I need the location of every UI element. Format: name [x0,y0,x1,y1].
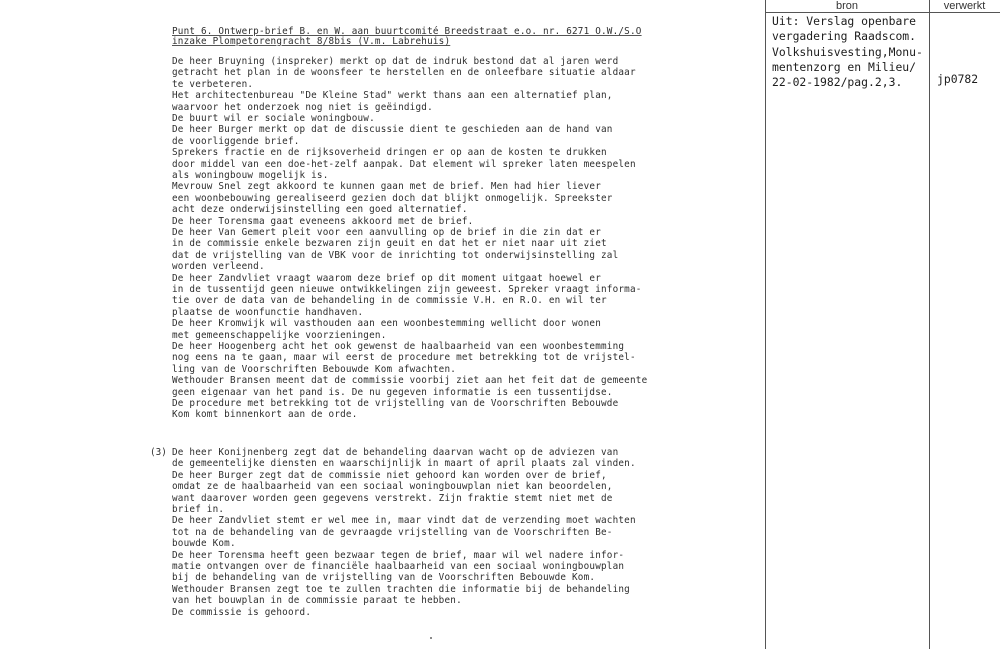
source-line: 22-02-1982/pag.2,3. [772,75,903,90]
document-line: De heer Torensma gaat eveneens akkoord met de brief. [172,215,474,227]
document-line: waarvoor het onderzoek nog niet is geëindigd. [172,101,433,113]
section-marker: (3) [150,447,167,458]
document-line: inzake Plompetorengracht 8/8bis (V.m. Labrehuis) [172,36,451,47]
source-reference [772,14,932,90]
document-line: omdat ze de haalbaarheid van een sociaal woningbouwplan niet kan beoordelen, [172,481,613,493]
document-line: matie ontvangen over de financiële haalbaarheid van een sociaal woningbouwplan [172,561,625,572]
document-line: bij de behandeling van de vrijstelling van de Voorschriften Bebouwde Kom. [172,572,596,584]
document-line: De heer Kromwijk wil vasthouden aan een woonbestemming wellicht door wonen [172,318,601,330]
document-line: in de tussentijd geen nieuwe ontwikkelingen zijn geweest. Spreker vraagt informa- [172,284,642,295]
document-line: Punt 6. Ontwerp-brief B. en W. aan buurtcomité Breedstraat e.o. nr. 6271 O.W./S.O [172,26,642,37]
document-line: getracht het plan in de woonsfeer te herstellen en de onleefbare situatie aldaar [172,67,636,79]
document-line: De heer Van Gemert pleit voor een aanvulling op de brief in die zin dat er [172,227,601,238]
document-line: door middel van een doe-het-zelf aanpak. Dat element wil spreker laten meespelen [172,158,636,170]
bron-header: bron [835,0,859,12]
document-line: De buurt wil er sociale woningbouw. [172,113,375,124]
document-line: want daarover worden geen gegevens verstrekt. Zijn fraktie stemt niet met de [172,492,613,504]
document-line: De heer Burger zegt dat de commissie niet gehoord kan worden over de brief, [172,469,607,481]
document-line: brief in. [172,504,225,515]
column-divider-right [929,0,930,649]
document-line: geen eigenaar van het pand is. De nu gegeven informatie is een tussentijdse. [172,386,613,398]
document-line: acht deze onderwijsinstelling een goed alternatief. [172,204,468,216]
document-line: De procedure met betrekking tot de vrijstelling van de Voorschriften Bebouwde [172,398,619,409]
document-line: bouwde Kom. [172,538,236,550]
document-line: Kom komt binnenkort aan de orde. [172,409,358,421]
document-line: tot na de behandeling van de gevraagde vrijstelling van de Voorschriften Be- [172,526,613,538]
document-line: als woningbouw mogelijk is. [172,170,329,181]
speck [430,637,432,639]
processing-code: jp0782 [937,72,979,86]
document-line: te verbeteren. [172,78,254,90]
document-line: De commissie is gehoord. [172,606,312,618]
document-line: van het bouwplan in de commissie paraat te hebben. [172,595,462,607]
document-line: ling van de Voorschriften Bebouwde Kom afwachten. [172,363,457,375]
document-line: Sprekers fractie en de rijksoverheid dringen er op aan de kosten te drukken [172,147,607,159]
document-line: plaatse de woonfunctie handhaven. [172,306,364,318]
document-line: De heer Burger merkt op dat de discussie dient te geschieden aan de hand van [172,124,613,136]
document-line: De heer Konijnenberg zegt dat de behandeling daarvan wacht op de adviezen van [172,447,619,458]
document-line: tie over de data van de behandeling in de commissie V.H. en R.O. en wil ter [172,295,607,307]
document-line: worden verleend. [172,261,265,273]
document-line: De heer Zandvliet vraagt waarom deze brief op dit moment uitgaat hoewel er [172,272,601,284]
document-line: de gemeentelijke diensten en waarschijnlijk in maart of april plaats zal vinden. [172,458,636,470]
document-line: met gemeenschappelijke voorzieningen. [172,329,387,341]
document-line: Mevrouw Snel zegt akkoord te kunnen gaan met de brief. Men had hier liever [172,181,601,193]
source-line: mentenzorg en Milieu/ [772,59,917,74]
document-line: De heer Bruyning (inspreker) merkt op dat de indruk bestond dat al jaren werd [172,56,619,67]
header-rule [765,12,1000,13]
source-line: Volkshuisvesting,Monu- [772,44,923,59]
document-line: Wethouder Bransen meent dat de commissie voorbij ziet aan het feit dat de gemeente [172,375,648,387]
verwerkt-header: verwerkt [943,0,986,12]
source-line: vergadering Raadscom. [772,29,917,44]
document-line: dat de vrijstelling van de VBK voor de inrichting tot onderwijsinstelling zal [172,249,619,261]
column-divider-left [765,0,766,649]
document-line: De heer Torensma heeft geen bezwaar tegen de brief, maar wil wel nadere infor- [172,549,625,561]
document-line: De heer Zandvliet stemt er wel mee in, maar vindt dat de verzending moet wachten [172,515,636,527]
source-line: Uit: Verslag openbare [772,14,917,28]
document-line: een woonbebouwing gerealiseerd gezien doch dat blijkt onmogelijk. Spreekster [172,192,613,204]
document-line: Wethouder Bransen zegt toe te zullen trachten die informatie bij de behandeling [172,583,630,595]
document-line: De heer Hoogenberg acht het ook gewenst de haalbaarheid van een woonbestemming [172,341,625,352]
document-line: de voorliggende brief. [172,135,300,147]
document-line: Het architectenbureau "De Kleine Stad" werkt thans aan een alternatief plan, [172,90,613,102]
document-line: nog eens na te gaan, maar wil eerst de procedure met betrekking tot de vrijstel- [172,352,636,364]
document-line: in de commissie enkele bezwaren zijn geuit en dat het er niet naar uit ziet [172,238,607,250]
